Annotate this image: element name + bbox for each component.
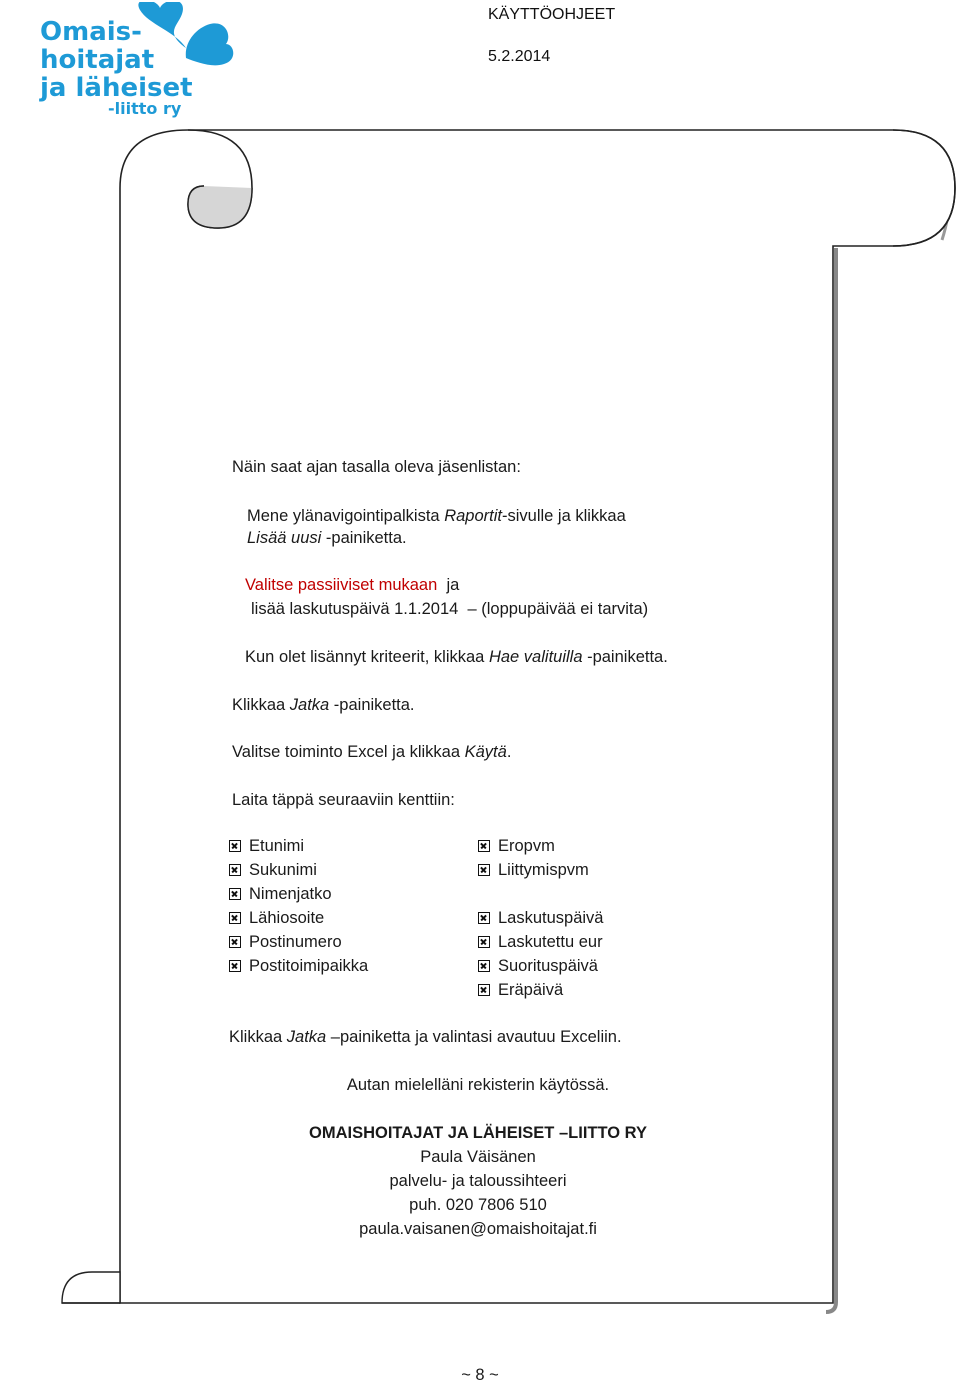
step4-search-label: Hae valituilla bbox=[488, 648, 583, 666]
field-label: Eropvm bbox=[498, 837, 555, 855]
step6-text-c: . bbox=[506, 743, 512, 761]
step1-reports-link: Raportit bbox=[444, 507, 502, 525]
closing-line bbox=[229, 1026, 622, 1048]
field-label: Sukunimi bbox=[249, 861, 317, 879]
field-label: Postinumero bbox=[249, 933, 342, 951]
field-item bbox=[478, 979, 563, 1001]
field-item bbox=[229, 931, 342, 953]
logo-line2: hoitajat bbox=[40, 45, 155, 75]
step4-text-c: -painiketta. bbox=[582, 648, 668, 666]
signature-org: OMAISHOITAJAT JA LÄHEISET –LIITTO RY bbox=[309, 1124, 647, 1142]
field-label: Liittymispvm bbox=[498, 861, 589, 879]
step5-continue-label: Jatka bbox=[289, 696, 330, 714]
checked-box-icon bbox=[229, 864, 241, 876]
step5-text-c: -painiketta. bbox=[329, 696, 415, 714]
signature-phone: puh. 020 7806 510 bbox=[409, 1196, 547, 1214]
signature-name: Paula Väisänen bbox=[420, 1148, 536, 1166]
field-item bbox=[478, 955, 598, 977]
checked-box-icon bbox=[229, 888, 241, 900]
field-label: Laskutuspäivä bbox=[498, 909, 604, 927]
step3-line: lisää laskutuspäivä 1.1.2014 – (loppupäivää ei tarvita) bbox=[251, 600, 649, 618]
field-item bbox=[478, 907, 604, 929]
step2-line bbox=[245, 574, 459, 596]
logo-line4: -liitto ry bbox=[108, 99, 182, 118]
field-label: Laskutettu eur bbox=[498, 933, 603, 951]
step1-text-c: -sivulle ja klikkaa bbox=[501, 507, 626, 525]
step1-add-new-label: Lisää uusi bbox=[247, 529, 322, 547]
step2-red-text: Valitse passiiviset mukaan bbox=[245, 576, 438, 594]
checked-box-icon bbox=[229, 936, 241, 948]
closing-text-a: Klikkaa bbox=[229, 1028, 287, 1046]
step4-text-a: Kun olet lisännyt kriteerit, klikkaa bbox=[245, 648, 489, 666]
step1-line2 bbox=[247, 527, 407, 549]
help-text: Autan mielelläni rekisterin käytössä. bbox=[346, 1076, 610, 1094]
field-item bbox=[229, 907, 324, 929]
field-item bbox=[478, 835, 555, 857]
field-item bbox=[478, 931, 603, 953]
document-date: 5.2.2014 bbox=[488, 48, 551, 65]
checked-box-icon bbox=[478, 864, 490, 876]
step6-use-label: Käytä bbox=[464, 743, 507, 761]
field-item bbox=[229, 835, 304, 857]
field-label: Nimenjatko bbox=[249, 885, 332, 903]
closing-text-c: –painiketta ja valintasi avautuu Exceliin. bbox=[326, 1028, 622, 1046]
checked-box-icon bbox=[478, 912, 490, 924]
field-item bbox=[229, 859, 317, 881]
field-item bbox=[229, 883, 332, 905]
heart-icon bbox=[186, 23, 233, 65]
step6-line bbox=[232, 741, 511, 763]
page-number: ~ 8 ~ bbox=[461, 1366, 499, 1384]
step1-text-a: Mene ylänavigointipalkista bbox=[247, 507, 445, 525]
checked-box-icon bbox=[478, 960, 490, 972]
heart-icon bbox=[138, 2, 186, 48]
field-label: Etunimi bbox=[249, 837, 305, 855]
document-title: KÄYTTÖOHJEET bbox=[488, 6, 616, 23]
step4-line bbox=[245, 646, 668, 668]
step2-rest-text: ja bbox=[437, 576, 460, 594]
field-label: Suorituspäivä bbox=[498, 957, 598, 975]
signature-role: palvelu- ja taloussihteeri bbox=[389, 1172, 567, 1190]
step6-text-a: Valitse toiminto Excel ja klikkaa bbox=[232, 743, 465, 761]
field-label: Eräpäivä bbox=[498, 981, 564, 999]
closing-continue-label: Jatka bbox=[286, 1028, 327, 1046]
field-item bbox=[478, 859, 589, 881]
checked-box-icon bbox=[478, 936, 490, 948]
step5-text-a: Klikkaa bbox=[232, 696, 290, 714]
field-label: Lähiosoite bbox=[249, 909, 325, 927]
checked-box-icon bbox=[229, 960, 241, 972]
organization-logo bbox=[36, 2, 236, 122]
field-item bbox=[229, 955, 368, 977]
logo-line1: Omais- bbox=[40, 17, 142, 47]
step5-line bbox=[232, 694, 415, 716]
field-label: Postitoimipaikka bbox=[249, 957, 369, 975]
step1-text-e: -painiketta. bbox=[321, 529, 407, 547]
logo-line3: ja läheiset bbox=[40, 73, 193, 103]
checked-box-icon bbox=[229, 840, 241, 852]
checked-box-icon bbox=[478, 984, 490, 996]
checked-box-icon bbox=[229, 912, 241, 924]
step1-line1 bbox=[247, 505, 626, 527]
intro-text: Näin saat ajan tasalla oleva jäsenlistan: bbox=[232, 458, 521, 476]
signature-email[interactable]: paula.vaisanen@omaishoitajat.fi bbox=[359, 1220, 597, 1238]
step7-line: Laita täppä seuraaviin kenttiin: bbox=[232, 791, 455, 809]
checked-box-icon bbox=[478, 840, 490, 852]
